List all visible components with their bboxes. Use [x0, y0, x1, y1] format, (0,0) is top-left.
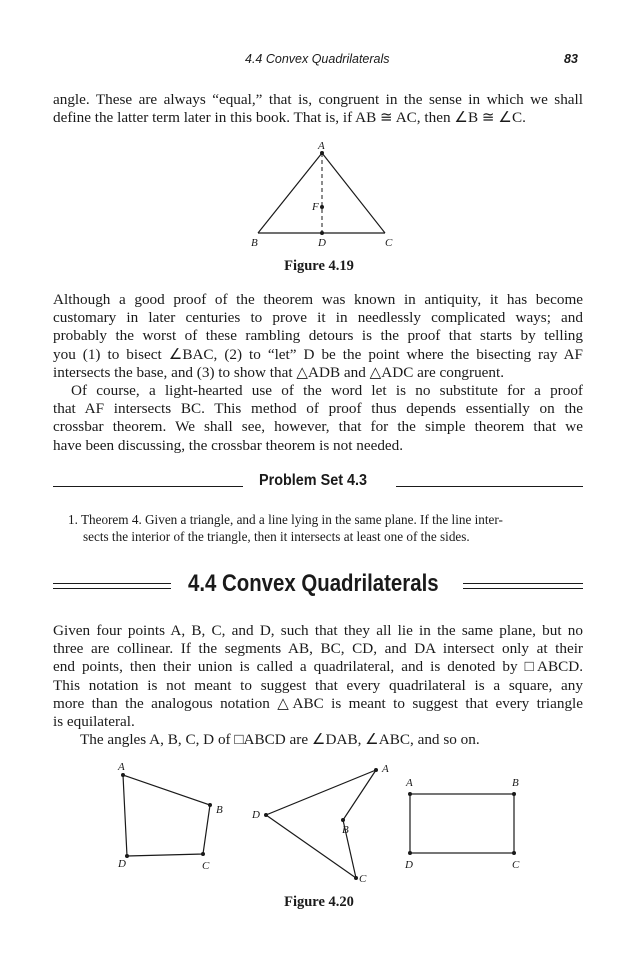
- q2-label-c: C: [359, 873, 367, 885]
- quad-1-outline: [123, 775, 210, 856]
- q1-point-a: [121, 773, 125, 777]
- running-header: [0, 52, 638, 72]
- q1-label-a: A: [118, 761, 125, 773]
- q3-label-b: B: [512, 777, 519, 789]
- point-d: [320, 231, 324, 235]
- problem-line: sects the interior of the triangle, then it intersects at least one of the sides.: [83, 529, 470, 544]
- section-rule-left: [53, 583, 171, 589]
- page-number: 83: [564, 52, 578, 66]
- label-c: C: [385, 237, 393, 249]
- text-line: more than the analogous notation △ABC is meant to suggest that every triangle: [53, 694, 583, 712]
- text-line: angle. These are always “equal,” that is, congruent in the sense in which we shall: [53, 91, 583, 108]
- q3-point-b: [512, 792, 516, 796]
- q1-point-c: [201, 852, 205, 856]
- text-line: define the latter term later in this book. That is, if AB ≅ AC, then ∠B ≅ ∠C.: [53, 109, 526, 127]
- q3-label-d: D: [405, 859, 413, 871]
- text-line: end points, then their union is called a quadrilateral, and is denoted by □ABCD.: [53, 658, 583, 676]
- label-a: A: [318, 140, 325, 152]
- q2-point-c: [354, 876, 358, 880]
- text-line: is equilateral.: [53, 713, 135, 731]
- figure-4-19-diagram: [240, 138, 400, 253]
- q3-point-a: [408, 792, 412, 796]
- q1-label-d: D: [118, 858, 126, 870]
- text-line: crossbar theorem. We shall see, however, that for the simple theorem that we: [53, 418, 583, 436]
- problem-set-rule-right: [396, 486, 583, 487]
- figure-4-20-diagram: [100, 758, 540, 888]
- text-line: Given four points A, B, C, and D, such that they all lie in the same plane, but no: [53, 622, 583, 639]
- quad-3-outline: [410, 794, 514, 853]
- label-f: F: [312, 201, 319, 213]
- text-line: that AF intersects BC. This method of proof thus depends essentially on the: [53, 400, 583, 418]
- q3-label-c: C: [512, 859, 520, 871]
- problem-item-1: [68, 511, 583, 545]
- text-line: have been discussing, the crossbar theorem is not needed.: [53, 436, 404, 454]
- paragraph-2: [53, 291, 583, 382]
- q1-label-b: B: [216, 804, 223, 816]
- q2-label-a: A: [382, 763, 389, 775]
- text-line: three are collinear. If the segments AB, BC, CD, and DA intersect only at their: [53, 640, 583, 658]
- text-line: This notation is not meant to suggest that every quadrilateral is a square, any: [53, 676, 583, 694]
- segment-ac: [322, 153, 385, 233]
- text-line: Of course, a light-hearted use of the word let is no substitute for a proof: [71, 382, 583, 399]
- q1-point-b: [208, 803, 212, 807]
- figure-4-20-caption: Figure 4.20: [284, 894, 354, 910]
- text-line: probably the worst of these rambling detours is the proof that starts by telling: [53, 327, 583, 345]
- q2-point-a: [374, 768, 378, 772]
- q2-label-d: D: [252, 809, 260, 821]
- quadrilateral-1: [117, 761, 223, 872]
- q2-point-d: [264, 813, 268, 817]
- text-line: Although a good proof of the theorem was known in antiquity, it has become: [53, 291, 583, 308]
- quadrilateral-2: [251, 763, 389, 885]
- paragraph-4: [53, 622, 583, 731]
- quad-2-outline: [266, 770, 376, 878]
- text-line: The angles A, B, C, D of □ABCD are ∠DAB, ∠ABC, and so on.: [80, 731, 480, 748]
- text-line: you (1) to bisect ∠BAC, (2) to “let” D be the point where the bisecting ray AF: [53, 345, 583, 363]
- paragraph-3: [53, 382, 583, 455]
- problem-line: 1. Theorem 4. Given a triangle, and a line lying in the same plane. If the line inter-: [68, 512, 503, 527]
- text-line: intersects the base, and (3) to show that △ADB and △ADC are congruent.: [53, 363, 505, 381]
- section-rule-right: [463, 583, 583, 589]
- problem-set-rule-left: [53, 486, 243, 487]
- segment-ab: [258, 153, 322, 233]
- figure-4-19-caption: Figure 4.19: [284, 258, 354, 274]
- paragraph-5: [53, 731, 583, 749]
- q3-point-c: [512, 851, 516, 855]
- section-heading: 4.4 Convex Quadrilaterals: [188, 570, 439, 597]
- q3-label-a: A: [406, 777, 413, 789]
- label-b: B: [251, 237, 258, 249]
- quadrilateral-3: [404, 777, 520, 871]
- q1-label-c: C: [202, 860, 210, 872]
- point-f: [320, 205, 324, 209]
- label-d: D: [318, 237, 326, 249]
- text-line: customary in later centuries to prove it in needlessly complicated ways; and: [53, 309, 583, 327]
- paragraph-1: [53, 91, 583, 127]
- q2-label-b: B: [342, 824, 349, 836]
- q3-point-d: [408, 851, 412, 855]
- problem-set-heading: Problem Set 4.3: [259, 472, 368, 489]
- running-title: 4.4 Convex Quadrilaterals: [245, 52, 390, 66]
- q2-point-b: [341, 818, 345, 822]
